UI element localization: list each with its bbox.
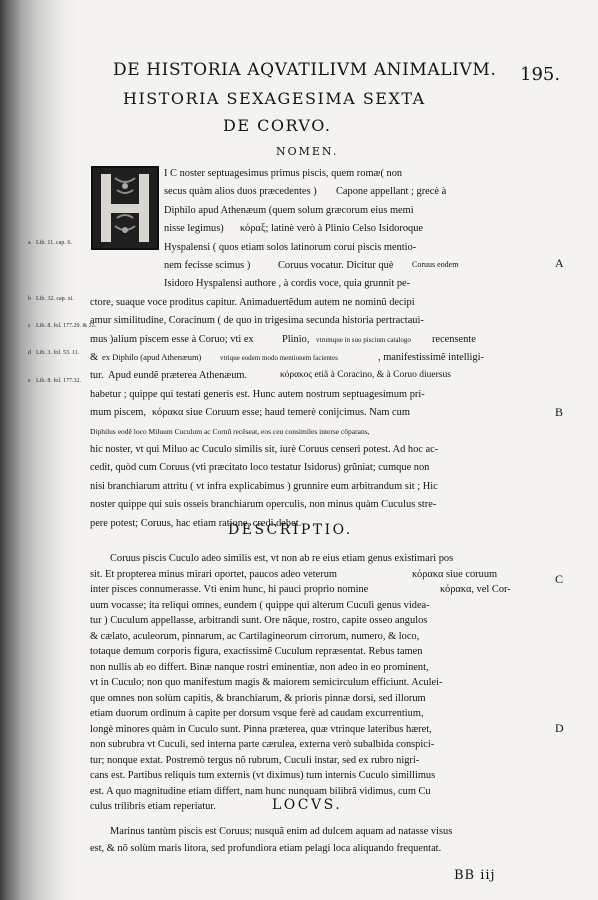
text-line: Plinio, xyxy=(282,333,310,345)
margin-note-letter: e xyxy=(28,378,31,384)
text-line: I C noster septuagesimus primus piscis, quem romæ( non xyxy=(164,168,403,179)
text-line: κόραξ; latinè verò à Plinio Celso Isidoroque xyxy=(240,223,424,235)
side-letter: D xyxy=(555,721,564,735)
side-letter: B xyxy=(555,405,564,419)
text-line: Coruus eodem xyxy=(412,260,459,269)
text-line: uum vocasse; ita reliqui omnes, eundem ( quippe qui alterum Cuculi genus videa- xyxy=(90,599,430,611)
margin-note: Lib. 8. fol. 177.29. & 33. xyxy=(36,323,97,329)
text-line: habetur ; quippe qui testati generis est. Hunc autem nostrum septuagesimum pri- xyxy=(90,388,425,400)
text-line: longè minores quàm in Cuculo sunt. Pinna præterea, quæ vtrinque lateribus hæret, xyxy=(90,723,432,735)
text-line: est. A quo magnitudine etiam differt, nam hunc nunquam bilibrã vidimus, cum Cu xyxy=(90,785,431,797)
text-line: ctore, suaque voce proditus capitur. Animaduertẽdum autem ne nominũ decipi xyxy=(90,296,415,308)
text-line: sit. Et propterea minus mirari oportet, paucos adeo veterum xyxy=(90,568,337,580)
decorated-initial-h xyxy=(91,166,159,250)
text-line: vtrumque in suo piscium catalogo xyxy=(316,335,411,344)
text-line: cans est. Partibus reliquis tum externis (vt diximus) tum internis Cuculo simillimus xyxy=(90,770,436,781)
text-line: que omnes non solùm capitis, & branchiarum, & prioris pinnæ dorsi, sed illorum xyxy=(90,692,426,704)
text-line: Coruus vocatur. Dicitur què xyxy=(278,260,394,271)
text-line: Isidoro Hyspalensi authore , à cordis voce, quia grunnit pe- xyxy=(164,278,411,290)
text-line: amur similitudine, Coracinum ( de quo in trigesima secunda historia pertractaui- xyxy=(90,315,424,327)
text-line: noster quippe qui suis osseis branchiarum operculis, non minus quàm Cuculus stre- xyxy=(90,499,437,511)
text-line: Hyspalensi ( quos etiam solos latinorum corui piscis mentio- xyxy=(164,241,417,253)
text-line: cedit, quòd cum Coruus (vti præcitato loco testatur Isidorus) grũniat; cumque non xyxy=(90,462,430,474)
margin-note-letter: c xyxy=(28,323,31,329)
running-header: DE HISTORIA AQVATILIVM ANIMALIVM. xyxy=(113,60,497,80)
text-line: secus quàm alios duos præcedentes ) xyxy=(164,186,317,198)
text-line: pere potest; Coruus, hac etiam ratione, credi debet. xyxy=(90,517,302,529)
text-line: etiam duorum ordinum à capite per dorsum vsque ferè ad caudam excurrentium, xyxy=(90,708,424,719)
text-line: κόρακα, vel Cor- xyxy=(440,584,511,595)
text-line: culus trilibris etiam reperiatur. xyxy=(90,801,216,812)
text-line: Coruus piscis Cuculo adeo similis est, vt non ab re eius etiam genus existimari pos xyxy=(110,553,454,564)
text-line: mus )alium piscem esse à Coruo; vti ex xyxy=(90,333,254,345)
text-line: Diphilus eodẽ loco Miluum Cuculum ac Cornũ recẽseat, eos ceu consimiles interse cõparans, xyxy=(90,426,370,436)
text-line: Capone appellant ; grecè à xyxy=(336,186,447,198)
text-line: nisse legimus) xyxy=(164,223,224,235)
text-line: tur; nonque extat. Postremò tergus nõ rubrum, Cuculi instar, sed ex rubro nigri- xyxy=(90,754,420,766)
section-heading-nomen: NOMEN. xyxy=(276,145,339,158)
text-line: , manifestissimẽ intelligi- xyxy=(378,352,484,363)
text-line: & cælato, aculeorum, pinnarum, ac Cartilagineorum cirrorum, numero, & loco, xyxy=(90,630,420,642)
text-line: hic noster, vt qui Miluo ac Cuculo similis sit, iurè Coruus censeri potest. Ad hoc ac- xyxy=(90,444,439,455)
signature-mark: BB iij xyxy=(454,868,496,883)
text-line: & xyxy=(90,352,99,363)
text-line: tur ) Cuculum appellasse, arbitrandi sunt. Ore nãque, rostro, capite osseo angulos xyxy=(90,615,428,626)
margin-note: Lib. 32. cap. xi. xyxy=(36,296,74,302)
text-line: inter pisces connumerasse. Vti enim hunc, hi pauci proprio nomine xyxy=(90,584,369,595)
section-heading-locus: LOCVS. xyxy=(272,797,343,813)
chapter-subtitle: DE CORVO. xyxy=(223,116,332,135)
text-line: non nullis ab eo differt. Binæ nanque rostri eminentiæ, non adeo in eo prominent, xyxy=(90,661,429,673)
margin-note: Lib. 11. cap. 6. xyxy=(36,240,72,246)
margin-note-letter: d xyxy=(28,350,31,356)
text-line: nem fecisse scimus ) xyxy=(164,260,251,271)
text-line: vt in Cuculo; non quo manifestum magis & maiorem semicirculum efficiunt. Aculei- xyxy=(90,677,443,688)
chapter-title: HISTORIA SEXAGESIMA SEXTA xyxy=(123,89,426,108)
text-line: Diphilo apud Athenæum (quem solum græcorum eius memi xyxy=(164,204,414,216)
text-line: totaque demum corporis figura, exactissimẽ Cuculum repræsentat. Rebus tamen xyxy=(90,646,423,657)
text-line: κόρακος etiã à Coracino, & à Coruo diuersus xyxy=(280,370,451,381)
text-line: est, & nõ solùm maris litora, sed profundiora etiam pelagi loca aliquando frequentat. xyxy=(90,843,442,854)
text-line: recensente xyxy=(432,333,476,345)
margin-note: Lib. 8. fol. 177.32. xyxy=(36,378,81,384)
text-line: Apud eundẽ præterea Athenæum. xyxy=(108,370,248,382)
margin-note-letter: b xyxy=(28,296,31,302)
text-line: Marinus tantùm piscis est Coruus; nusquã enim ad dulcem aquam ad natasse visus xyxy=(110,826,453,837)
text-line: nisi branchiarum attritu ( vt infra explicabimus ) grunnire eum arbitrandum sit ; Hic xyxy=(90,480,438,492)
text-line: mum piscem, xyxy=(90,407,146,419)
text-line: non subrubra vt Cuculi, sed interna parte cærulea, externa verò subalbida conspici- xyxy=(90,739,435,750)
margin-note: Lib. 3. fol. 53. 11. xyxy=(36,350,80,356)
margin-note-letter: a xyxy=(28,240,31,246)
section-heading-descriptio: DESCRIPTIO. xyxy=(228,522,353,538)
side-letter: C xyxy=(555,572,564,586)
text-line: vtrique eodem modo mentionem facientes xyxy=(220,354,338,362)
text-line: ex Diphilo (apud Athenæum) xyxy=(102,352,202,362)
text-line: κόρακα siue coruum xyxy=(412,568,498,580)
side-letter: A xyxy=(555,256,564,270)
page-number: 195. xyxy=(520,64,561,85)
binding-shadow xyxy=(0,0,78,900)
text-line: κόρακα siue Coruum esse; haud temerè conijcimus. Nam cum xyxy=(152,407,410,419)
ornament-initial-icon xyxy=(93,168,157,248)
text-line: tur. xyxy=(90,370,104,382)
